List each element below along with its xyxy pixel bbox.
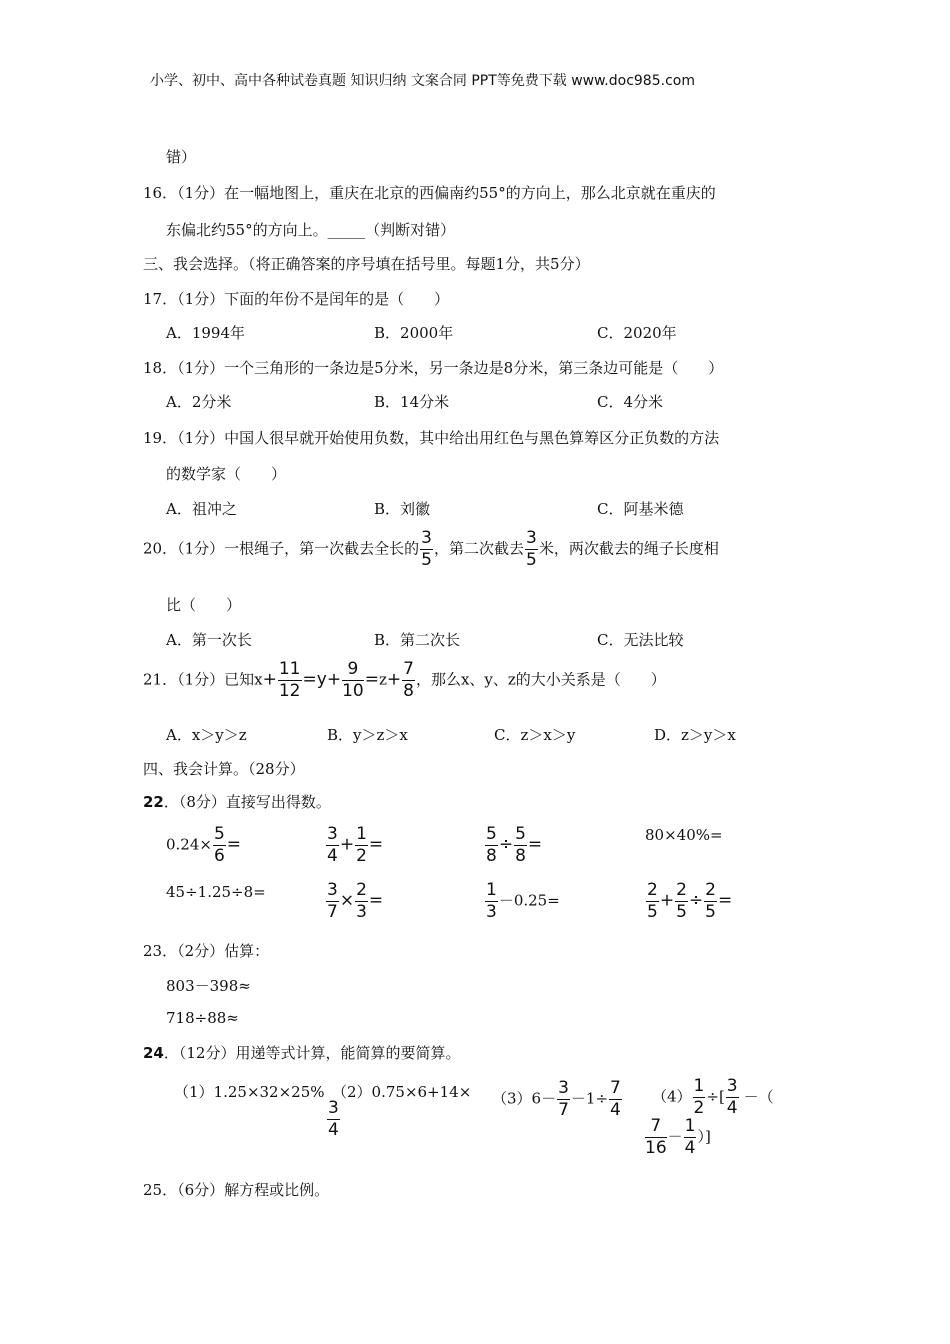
q19-option-a[interactable]: A．祖冲之 (166, 500, 237, 518)
q16-answer-blank[interactable]: _____ (327, 221, 366, 239)
numerator: 7 (403, 659, 414, 679)
q22-expr-1 (166, 826, 241, 865)
close-bracket: ）] (697, 1127, 711, 1146)
q24-part-1: （1）1.25×32×25% (174, 1083, 325, 1101)
denominator: 5 (525, 550, 537, 570)
denominator: 4 (684, 1138, 696, 1158)
fraction (693, 1078, 706, 1117)
operator: + (339, 834, 355, 855)
q22-expr-5: 45÷1.25÷8= (166, 883, 266, 901)
q21-line1 (143, 661, 666, 700)
numerator: 3 (421, 528, 432, 548)
denominator: 16 (645, 1138, 667, 1158)
q19-option-c[interactable]: C．阿基米德 (597, 500, 684, 518)
fraction (726, 1078, 739, 1117)
q21-option-d[interactable]: D．z＞y＞x (654, 726, 736, 744)
numerator: 1 (684, 1116, 696, 1136)
q21-var-y: y (316, 669, 327, 690)
q21-plus-3: + (386, 669, 402, 690)
q16-text: 东偏北约55°的方向上。 (166, 221, 328, 239)
q20-fraction-2 (525, 530, 538, 569)
numerator: 3 (558, 1078, 569, 1098)
numerator: 11 (278, 659, 301, 679)
q16-line1: 16．（1分）在一幅地图上，重庆在北京的西偏南约55°的方向上，那么北京就在重庆的 (143, 184, 716, 202)
fraction (675, 882, 688, 921)
fraction (485, 826, 498, 865)
q22-expr-2 (325, 826, 383, 865)
numerator: 2 (705, 880, 716, 900)
numerator: 1 (356, 824, 367, 844)
q21-equals-1: = (302, 669, 317, 690)
operator: ÷ (498, 834, 514, 855)
q24-part-4-continued (644, 1118, 711, 1157)
numerator: 9 (347, 659, 359, 679)
q20-text-3: 米，两次截去的绳子长度相 (538, 539, 719, 558)
q24-stem (143, 1042, 460, 1063)
fraction (704, 882, 717, 921)
numerator: 2 (647, 880, 658, 900)
fraction (684, 1118, 697, 1157)
q21-var-x: x (254, 670, 263, 689)
denominator: 4 (327, 846, 338, 866)
q17-option-a[interactable]: A．1994年 (166, 324, 246, 342)
q17-option-c[interactable]: C．2020年 (597, 324, 677, 342)
q20-option-a[interactable]: A．第一次长 (166, 631, 252, 649)
q24-text: ．（12分）用递等式计算，能简算的要简算。 (163, 1044, 461, 1062)
numerator: 3 (327, 824, 338, 844)
denominator: 4 (726, 1098, 738, 1118)
q20-line1 (143, 530, 719, 569)
q24-part-2-fraction (326, 1100, 341, 1139)
denominator: 5 (676, 902, 687, 922)
denominator: 7 (558, 1100, 569, 1120)
expr-post: －0.25= (498, 891, 560, 910)
fraction (326, 882, 339, 921)
q21-fraction-2 (342, 661, 364, 700)
equals: = (717, 890, 733, 911)
q17-option-b[interactable]: B．2000年 (374, 324, 454, 342)
numerator: 3 (726, 1076, 738, 1096)
q21-option-a[interactable]: A．x＞y＞z (166, 726, 247, 744)
denominator: 4 (610, 1100, 621, 1120)
numerator: 1 (486, 880, 497, 900)
expr-tail: －（ (743, 1087, 774, 1106)
q15-continuation: 错） (166, 148, 197, 166)
q21-var-z: z (378, 670, 387, 689)
q20-fraction-1 (420, 530, 433, 569)
q22-expr-8 (645, 882, 732, 921)
q24-part-3 (492, 1080, 623, 1119)
q21-text-1: 21．（1分）已知 (143, 670, 255, 689)
q20-option-c[interactable]: C．无法比较 (597, 631, 684, 649)
numerator: 5 (486, 824, 497, 844)
denominator: 2 (356, 846, 367, 866)
fraction (327, 1100, 340, 1139)
q20-line2: 比（ ） (166, 596, 242, 614)
denominator: 5 (421, 550, 432, 570)
q20-text-1: 20．（1分）一根绳子，第一次截去全长的 (143, 539, 420, 558)
denominator: 8 (486, 846, 497, 866)
fraction (645, 1118, 667, 1157)
section-4-title: 四、我会计算。（28分） (143, 760, 305, 778)
q21-fraction-1 (278, 661, 302, 700)
q22-stem (143, 791, 331, 812)
numerator: 1 (693, 1076, 705, 1096)
fraction (485, 882, 498, 921)
operator: ÷ (688, 890, 704, 911)
denominator: 8 (515, 846, 526, 866)
fraction (213, 826, 226, 865)
q24-number: 24 (143, 1044, 164, 1062)
numerator: 2 (356, 880, 367, 900)
denominator: 7 (327, 902, 338, 922)
q16-line2 (166, 219, 455, 240)
q20-text-2: ，第二次截去 (433, 539, 524, 558)
denominator: 6 (213, 846, 225, 866)
q22-expr-3 (484, 826, 542, 865)
equals: = (226, 834, 242, 855)
numerator: 5 (515, 824, 526, 844)
q19-option-b[interactable]: B．刘徽 (374, 500, 431, 518)
denominator: 5 (705, 902, 716, 922)
denominator: 4 (328, 1120, 339, 1140)
expr-pre: （3）6－ (492, 1089, 557, 1108)
q23-stem: 23．（2分）估算： (143, 942, 270, 960)
expr-pre: （4） (652, 1087, 692, 1106)
denominator: 10 (342, 681, 364, 701)
q18-option-b[interactable]: B．14分米 (374, 393, 450, 411)
q21-plus-1: + (262, 669, 277, 690)
expr-op: ÷[ (706, 1087, 725, 1106)
fraction (557, 1080, 570, 1119)
denominator: 8 (403, 681, 414, 701)
fraction (355, 882, 368, 921)
q21-plus-2: + (326, 669, 342, 690)
q19-line2: 的数学家（ ） (166, 465, 287, 483)
denominator: 3 (486, 902, 497, 922)
expr-mid: －1÷ (570, 1089, 609, 1108)
q22-number: 22 (143, 793, 164, 811)
equals: = (527, 834, 543, 855)
q25-stem: 25．（6分）解方程或比例。 (143, 1181, 330, 1199)
section-3-title: 三、我会选择。（将正确答案的序号填在括号里。每题1分，共5分） (143, 255, 590, 273)
page-header: 小学、初中、高中各种试卷真题 知识归纳 文案合同 PPT等免费下载 www.doc985.com (150, 73, 695, 89)
minus: － (667, 1127, 683, 1146)
fraction (355, 826, 368, 865)
expr-pre: 0.24× (166, 835, 212, 854)
q24-part-4 (652, 1078, 774, 1117)
operator: × (339, 890, 355, 911)
q18-option-a[interactable]: A．2分米 (166, 393, 232, 411)
q17-stem: 17．（1分）下面的年份不是闰年的是（ ） (143, 290, 450, 308)
q20-option-b[interactable]: B．第二次长 (374, 631, 461, 649)
q22-expr-6 (325, 882, 383, 921)
denominator: 12 (278, 681, 301, 701)
fraction (646, 882, 659, 921)
numerator: 7 (650, 1116, 662, 1136)
q23-expr-2: 718÷88≈ (166, 1009, 239, 1027)
denominator: 3 (356, 902, 367, 922)
q18-stem: 18．（1分）一个三角形的一条边是5分米，另一条边是8分米，第三条边可能是（ ） (143, 359, 724, 377)
q21-text-2: ，那么x、y、z的大小关系是（ ） (415, 670, 666, 689)
q21-option-c[interactable]: C．z＞x＞y (494, 726, 576, 744)
q23-expr-1: 803－398≈ (166, 977, 251, 995)
numerator: 2 (676, 880, 687, 900)
equals: = (368, 890, 384, 911)
fraction (326, 826, 339, 865)
q22-expr-4: 80×40%= (645, 826, 723, 844)
numerator: 3 (327, 880, 338, 900)
q22-expr-7 (484, 882, 560, 921)
fraction (514, 826, 527, 865)
q21-option-b[interactable]: B．y＞z＞x (327, 726, 408, 744)
q21-equals-2: = (364, 669, 379, 690)
numerator: 3 (525, 528, 537, 548)
numerator: 3 (328, 1098, 339, 1118)
operator: + (659, 890, 675, 911)
denominator: 5 (647, 902, 658, 922)
fraction (609, 1080, 622, 1119)
q16-judge: （判断对错） (365, 221, 456, 239)
q18-option-c[interactable]: C．4分米 (597, 393, 664, 411)
numerator: 5 (213, 824, 225, 844)
q22-text: ．（8分）直接写出得数。 (163, 793, 331, 811)
q24-part-2: （2）0.75×6+14× (332, 1083, 472, 1101)
numerator: 7 (610, 1078, 621, 1098)
q19-line1: 19．（1分）中国人很早就开始使用负数，其中给出用红色与黑色算筹区分正负数的方法 (143, 429, 720, 447)
equals: = (368, 834, 384, 855)
denominator: 2 (693, 1098, 705, 1118)
q21-fraction-3 (402, 661, 415, 700)
